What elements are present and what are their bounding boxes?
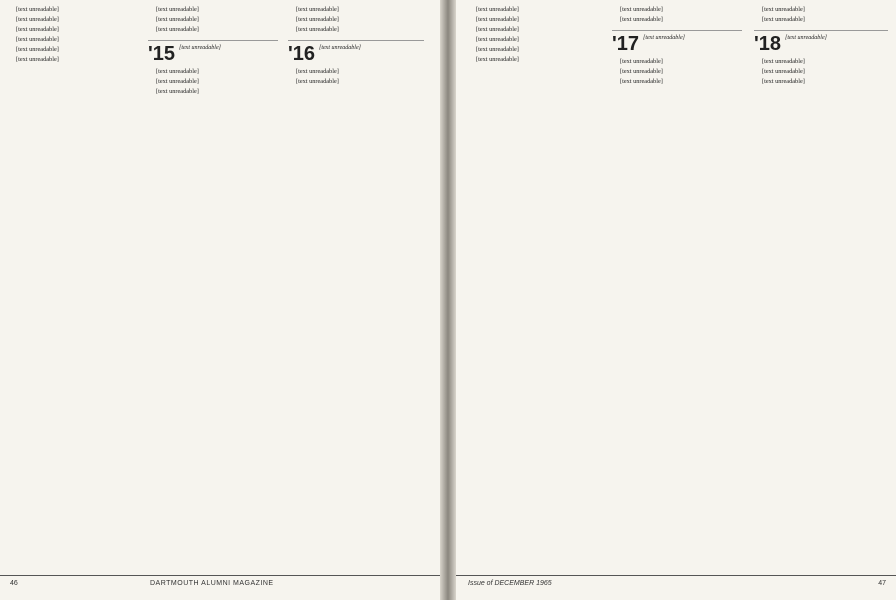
right-column-3 [754,6,888,562]
paragraph: [text unreadable] [296,68,339,76]
paragraph: [text unreadable] [16,6,59,13]
running-title: DARTMOUTH ALUMNI MAGAZINE [150,580,274,587]
paragraph: [text unreadable] [296,78,339,86]
right-column-1 [468,6,602,562]
paragraph: [text unreadable] [476,46,519,54]
right-column-2 [612,6,742,562]
issue-line: Issue of DECEMBER 1965 [468,580,552,587]
class-heading-18 [754,30,888,54]
paragraph: [text unreadable] [156,6,199,13]
paragraph: [text unreadable] [296,16,339,24]
paragraph: [text unreadable] [16,36,59,44]
gutter [440,0,456,600]
class-secretary: [text unreadable] [179,45,221,52]
left-page [0,0,440,600]
paragraph: [text unreadable] [620,68,663,76]
paragraph: [text unreadable] [620,16,663,24]
paragraph: [text unreadable] [16,26,59,34]
paragraph: [text unreadable] [762,78,805,86]
class-heading-17 [612,30,742,54]
class-year: '17 [612,33,640,56]
left-column-2 [148,6,278,562]
paragraph: [text unreadable] [762,16,805,24]
paragraph: [text unreadable] [16,46,59,54]
page-number: 46 [10,580,18,587]
class-heading-16 [288,40,424,64]
paragraph: [text unreadable] [16,16,59,24]
paragraph: [text unreadable] [156,16,199,24]
paragraph: [text unreadable] [620,6,663,13]
paragraph: [text unreadable] [156,78,199,86]
paragraph: [text unreadable] [476,36,519,44]
paragraph: [text unreadable] [476,16,519,24]
paragraph: [text unreadable] [620,78,663,86]
left-footer [0,575,440,590]
paragraph: [text unreadable] [762,58,805,66]
paragraph: [text unreadable] [16,56,59,64]
left-column-3 [288,6,424,562]
paragraph: [text unreadable] [156,68,199,76]
class-heading-15 [148,40,278,64]
paragraph: [text unreadable] [762,6,805,13]
class-secretary: [text unreadable] [785,35,827,42]
paragraph: [text unreadable] [762,68,805,76]
class-year: '18 [754,33,782,56]
class-year: '16 [288,43,316,66]
left-column-1 [8,6,138,562]
paragraph: [text unreadable] [296,26,339,34]
paragraph: [text unreadable] [296,6,339,13]
class-year: '15 [148,43,176,66]
page-number: 47 [878,580,886,587]
paragraph: [text unreadable] [620,58,663,66]
paragraph: [text unreadable] [476,6,519,13]
right-page [456,0,896,600]
paragraph: [text unreadable] [476,56,519,64]
class-secretary: [text unreadable] [643,35,685,42]
right-footer [456,575,896,590]
paragraph: [text unreadable] [156,26,199,34]
paragraph: [text unreadable] [476,26,519,34]
class-secretary: [text unreadable] [319,45,361,52]
paragraph: [text unreadable] [156,88,199,96]
